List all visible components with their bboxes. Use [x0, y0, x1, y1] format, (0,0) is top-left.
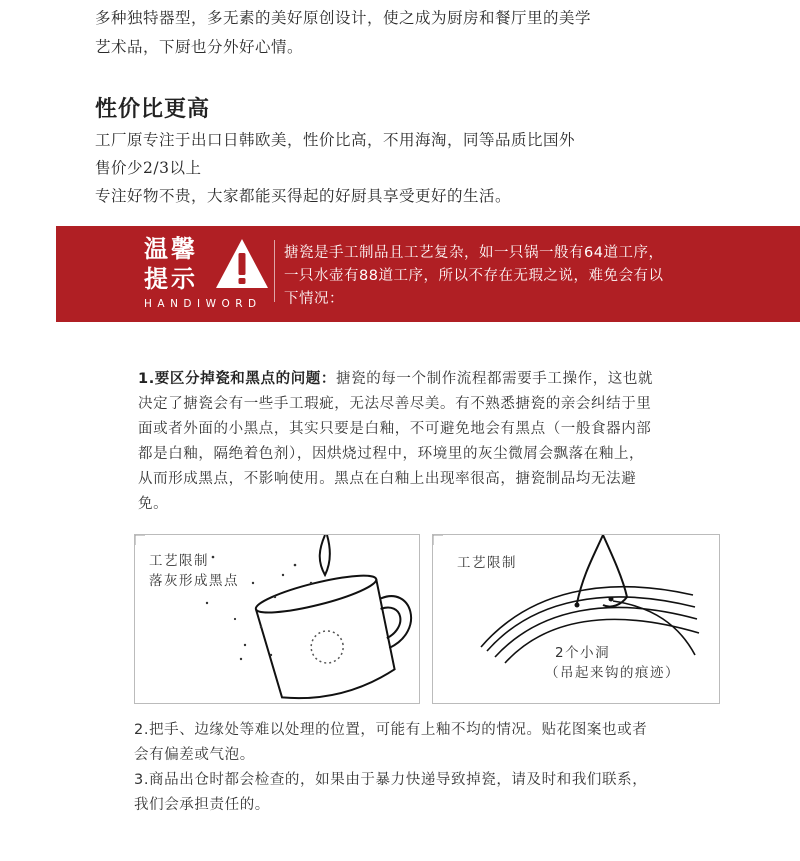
figure-right-caption-line: 2个小洞 [555, 645, 611, 661]
figure-left-label-line: 落灰形成黑点 [149, 573, 239, 589]
notice-banner [56, 226, 800, 322]
note-1-line: 从而形成黑点，不影响使用。黑点在白釉上出现率很高，搪瓷制品均无法避 [138, 471, 637, 487]
note-1-line [138, 367, 738, 392]
banner-message [284, 242, 754, 311]
banner-title [144, 234, 204, 294]
intro-line: 艺术品，下厨也分外好心情。 [95, 38, 304, 56]
note-1-line: 面或者外面的小黑点，其实只要是白釉，不可避免地会有黑点（一般食器内部 [138, 421, 652, 437]
note-1-line: 都是白釉，隔绝着色剂），因烘烧过程中，环境里的灰尘微屑会飘落在釉上， [138, 446, 645, 462]
figure-left-label [149, 551, 239, 591]
note-1-line: 决定了搪瓷会有一些手工瑕疵，无法尽善尽美。有不熟悉搪瓷的亲会纠结于里 [138, 396, 652, 412]
note-1-line: 免。 [138, 496, 169, 512]
figure-right [432, 534, 720, 704]
figure-right-label: 工艺限制 [457, 555, 517, 571]
intro-line: 多种独特器型，多无素的美好原创设计，使之成为厨房和餐厅里的美学 [95, 9, 592, 27]
banner-divider [274, 240, 275, 302]
note-1-text: 搪瓷的每一个制作流程都需要手工操作，这也就 [336, 371, 654, 387]
figure-right-caption-line: （吊起来钩的痕迹） [545, 665, 680, 681]
banner-message-line: 一只水壶有88道工序，所以不存在无瑕之说，难免会有以 [284, 268, 664, 284]
note-2-line: 会有偏差或气泡。 [134, 747, 255, 763]
figure-left [134, 534, 420, 704]
note-1-heading: 1.要区分掉瓷和黑点的问题： [138, 371, 336, 387]
figure-right-caption [545, 643, 680, 683]
note-3-line: 3.商品出仓时都会检查的，如果由于暴力快递导致掉瓷，请及时和我们联系， [134, 772, 648, 788]
section-body [95, 126, 575, 210]
section-title: 性价比更高 [95, 96, 211, 122]
banner-subtitle: HANDIWORD [144, 298, 262, 310]
banner-title-line: 温馨 [144, 235, 198, 263]
section-line: 专注好物不贵，大家都能买得起的好厨具享受更好的生活。 [95, 187, 512, 205]
note-2-3 [134, 718, 734, 818]
banner-message-line: 下情况： [284, 291, 344, 307]
warning-triangle-icon [214, 236, 270, 292]
note-1 [138, 367, 738, 517]
note-3-line: 我们会承担责任的。 [134, 797, 270, 813]
intro-text [95, 4, 735, 62]
banner-message-line: 搪瓷是手工制品且工艺复杂，如一只锅一般有64道工序， [284, 245, 664, 261]
figure-left-label-line: 工艺限制 [149, 553, 209, 569]
section-line: 售价少2/3以上 [95, 159, 202, 177]
note-2-line: 2.把手、边缘处等难以处理的位置，可能有上釉不均的情况。贴花图案也或者 [134, 722, 648, 738]
section-line: 工厂原专注于出口日韩欧美，性价比高，不用海淘，同等品质比国外 [95, 131, 576, 149]
banner-title-line: 提示 [144, 265, 198, 293]
